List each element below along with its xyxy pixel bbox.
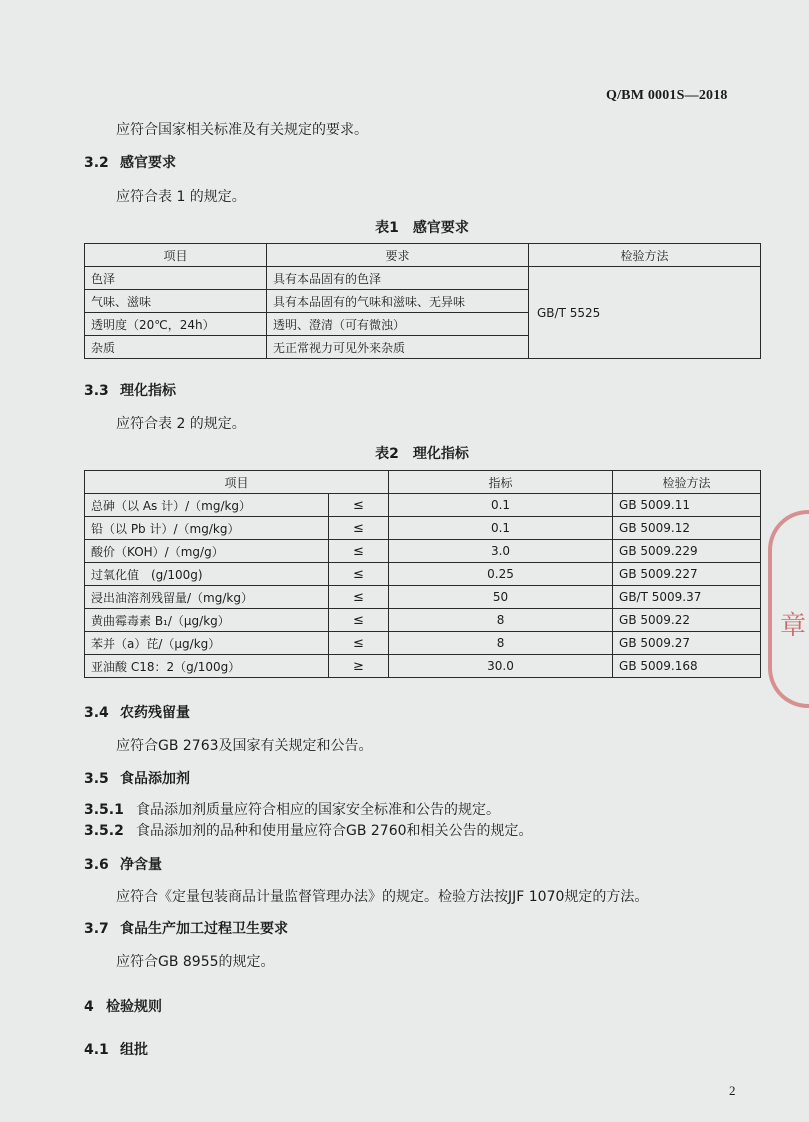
table-cell-operator: ≤ (329, 540, 389, 563)
section-number: 3.5 (84, 771, 109, 787)
table1-header-item: 项目 (85, 244, 267, 267)
section-4-1-heading (84, 1039, 148, 1059)
section-title: 净含量 (120, 857, 162, 873)
table-cell-item: 总砷（以 As 计）/（mg/kg） (85, 494, 329, 517)
table-cell-method: GB 5009.12 (613, 517, 761, 540)
table-cell-operator: ≤ (329, 609, 389, 632)
table-row (85, 494, 761, 517)
table-cell-value: 50 (389, 586, 613, 609)
section-3-7-heading (84, 918, 288, 938)
table-cell-value: 3.0 (389, 540, 613, 563)
table-cell-operator: ≤ (329, 586, 389, 609)
section-number: 3.7 (84, 921, 109, 937)
table-cell-method: GB 5009.22 (613, 609, 761, 632)
table-cell-item: 苯并（a）芘/（μg/kg） (85, 632, 329, 655)
section-title: 组批 (120, 1042, 148, 1058)
table-cell-item: 色泽 (85, 267, 267, 290)
table2-header-method: 检验方法 (613, 471, 761, 494)
table-row (85, 540, 761, 563)
table-cell-req: 无正常视力可见外来杂质 (267, 336, 529, 359)
table-cell-req: 具有本品固有的气味和滋味、无异味 (267, 290, 529, 313)
table-row (85, 632, 761, 655)
table-row (85, 267, 761, 290)
document-code: Q/BM 0001S—2018 (606, 88, 728, 103)
table-cell-method: GB 5009.27 (613, 632, 761, 655)
section-3-3-text: 应符合表 2 的规定。 (116, 416, 246, 432)
section-title: 感官要求 (120, 155, 176, 171)
table-cell-operator: ≥ (329, 655, 389, 678)
table1-title: 表1 感官要求 (375, 220, 469, 236)
table2-header-item: 项目 (85, 471, 389, 494)
section-3-5-2 (84, 820, 533, 840)
section-title: 食品生产加工过程卫生要求 (120, 921, 288, 937)
section-number: 3.2 (84, 155, 109, 171)
table-cell-item: 黄曲霉毒素 B₁/（μg/kg） (85, 609, 329, 632)
table-cell-operator: ≤ (329, 494, 389, 517)
table-cell-method: GB/T 5009.37 (613, 586, 761, 609)
section-text: 食品添加剂质量应符合相应的国家安全标准和公告的规定。 (136, 802, 500, 818)
table-cell-method: GB 5009.11 (613, 494, 761, 517)
section-number: 3.5.1 (84, 802, 124, 818)
table1-header-method: 检验方法 (529, 244, 761, 267)
section-3-5-1 (84, 799, 500, 819)
table-cell-item: 杂质 (85, 336, 267, 359)
table-row (85, 586, 761, 609)
section-3-2-text: 应符合表 1 的规定。 (116, 189, 246, 205)
table-cell-method: GB 5009.168 (613, 655, 761, 678)
table1-header-req: 要求 (267, 244, 529, 267)
table-cell-value: 0.1 (389, 517, 613, 540)
table-cell-operator: ≤ (329, 517, 389, 540)
section-3-4-text: 应符合GB 2763及国家有关规定和公告。 (116, 738, 373, 754)
section-number: 4 (84, 999, 94, 1015)
table-cell-item: 透明度（20℃，24h） (85, 313, 267, 336)
section-number: 4.1 (84, 1042, 109, 1058)
table1-header-row (85, 244, 761, 267)
table-cell-item: 铅（以 Pb 计）/（mg/kg） (85, 517, 329, 540)
table2 (84, 470, 761, 678)
section-3-6-text: 应符合《定量包装商品计量监督管理办法》的规定。检验方法按JJF 1070规定的方法。 (116, 889, 649, 905)
table-cell-value: 8 (389, 609, 613, 632)
table-cell-item: 酸价（KOH）/（mg/g） (85, 540, 329, 563)
section-number: 3.3 (84, 383, 109, 399)
section-3-7-text: 应符合GB 8955的规定。 (116, 954, 275, 970)
section-3-5-heading (84, 768, 190, 788)
table-cell-value: 0.1 (389, 494, 613, 517)
section-text: 食品添加剂的品种和使用量应符合GB 2760和相关公告的规定。 (136, 823, 533, 839)
table1 (84, 243, 761, 359)
section-title: 检验规则 (106, 999, 162, 1015)
table-cell-value: 30.0 (389, 655, 613, 678)
table-cell-req: 透明、澄清（可有微浊） (267, 313, 529, 336)
table-cell-value: 0.25 (389, 563, 613, 586)
table-cell-item: 亚油酸 C18：2（g/100g） (85, 655, 329, 678)
section-title: 农药残留量 (120, 705, 190, 721)
section-3-6-heading (84, 854, 162, 874)
table-cell-item: 气味、滋味 (85, 290, 267, 313)
table1-method-cell: GB/T 5525 (529, 267, 761, 359)
section-3-2-heading (84, 152, 176, 172)
table-row (85, 609, 761, 632)
section-number: 3.4 (84, 705, 109, 721)
seal-stamp-text: 章 (780, 611, 807, 641)
table-cell-req: 具有本品固有的色泽 (267, 267, 529, 290)
section-3-4-heading (84, 702, 190, 722)
table-row (85, 517, 761, 540)
section-3-3-heading (84, 380, 176, 400)
section-number: 3.5.2 (84, 823, 124, 839)
section-title: 食品添加剂 (120, 771, 190, 787)
table-cell-item: 过氧化值 (g/100g) (85, 563, 329, 586)
intro-paragraph: 应符合国家相关标准及有关规定的要求。 (116, 122, 368, 138)
table-cell-operator: ≤ (329, 632, 389, 655)
page-number: 2 (729, 1083, 736, 1098)
table2-header-row (85, 471, 761, 494)
table-cell-value: 8 (389, 632, 613, 655)
table-cell-method: GB 5009.229 (613, 540, 761, 563)
table-cell-item: 浸出油溶剂残留量/（mg/kg） (85, 586, 329, 609)
section-number: 3.6 (84, 857, 109, 873)
table-cell-method: GB 5009.227 (613, 563, 761, 586)
table2-header-value: 指标 (389, 471, 613, 494)
table-row (85, 563, 761, 586)
table2-title: 表2 理化指标 (375, 446, 469, 462)
section-title: 理化指标 (120, 383, 176, 399)
table-cell-operator: ≤ (329, 563, 389, 586)
table-row (85, 655, 761, 678)
section-4-heading (84, 996, 162, 1016)
